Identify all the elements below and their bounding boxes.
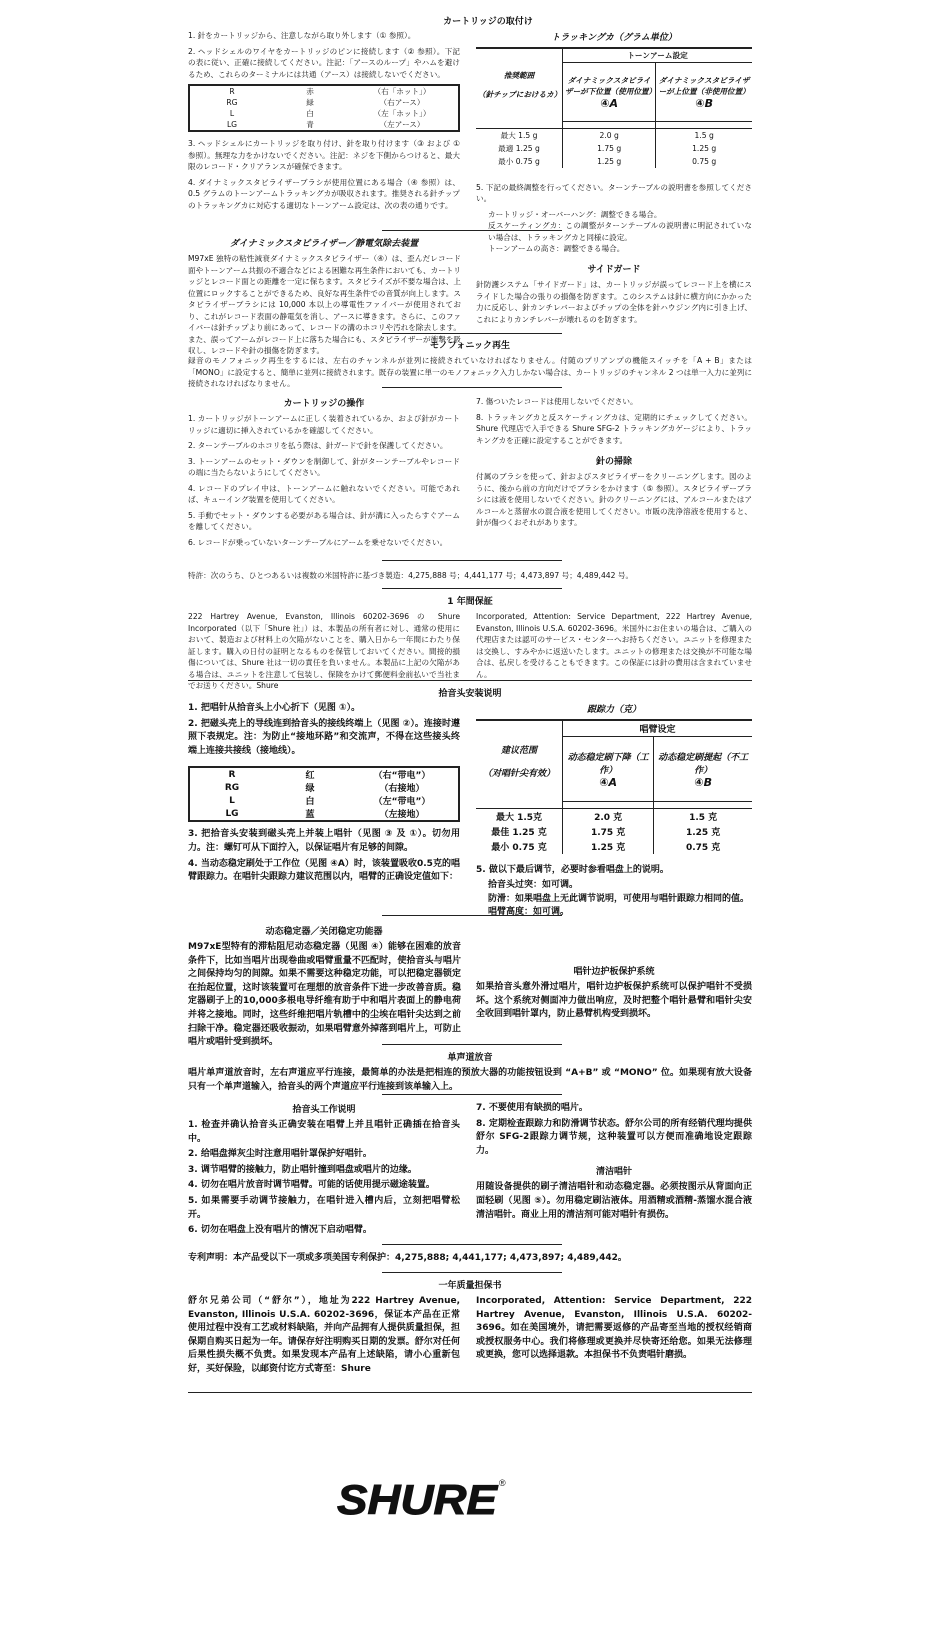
track-a: 1.75 克 xyxy=(563,824,654,839)
cn-tracking-title: 跟踪力（克） xyxy=(586,705,641,715)
divider xyxy=(382,1244,562,1245)
jp-clean-title: 針の掃除 xyxy=(595,457,632,467)
cn-rec-sub: （对唱针尖有效） xyxy=(482,769,555,780)
cn-op-5: 5. 如果需要手动调节接触力，在唱针进入槽内后，立刻把唱臂松开。 xyxy=(188,1195,460,1220)
jp-stab-text: M97xE 独特の粘性減衰ダイナミックスタビライザー（④）は、歪んだレコード面やトーンアーム共振の不適合などによる困難な再生条件においても、カートリッジとレコード面との距離を一定に保ちます。スタビライズが不要な場合は、上位置にロックすることができるため、良好な再生条件での音質が向上します。スタビライザーブラシには 10,000 本以上の導電性ファイバーが使用されており、これがレコード表面の静電気を消し、アースに導きます。さらに、このファイバーは針チップより前にあって、レコードの溝のホコリや汚れを除去します。また、誤ってアームがレコード上に落ちた場合にも、スタビライザーが衝撃を吸収し、レコードや針の損傷を防ぎます。 xyxy=(188,254,461,355)
jp-warranty-title: 1 年間保証 xyxy=(447,597,493,607)
jp-final-3: トーンアームの高さ：調整できる場合。 xyxy=(488,244,625,253)
logo-registered-mark: ® xyxy=(499,1478,506,1488)
jp-tracking-title: トラッキングカ（グラム単位） xyxy=(551,33,677,43)
cn-mono-text: 唱片单声道放音时，左右声道应平行连接，最简单的办法是把相连的预放大器的功能按钮设到 “A+B” 或 “MONO” 位。如果现有放大设备只有一个单声道输入，拾音头的两个声道应平行连接到该单输入上。 xyxy=(188,1068,752,1092)
jp-patent xyxy=(188,570,752,586)
jp-title: カートリッジの取付け xyxy=(443,17,533,27)
cn-mono xyxy=(188,1050,752,1096)
cn-mono-title: 单声道放音 xyxy=(447,1053,493,1063)
track-range: 最大 1.5克 xyxy=(495,812,543,823)
jp-install-3: 3. ヘッドシェルにカートリッジを取り付け、針を取り付けます（③ および ① 参照）。無理な力をかけないでください。注記：ネジを下側からつけると、最大限のレコード・クリアランスが確保できます。 xyxy=(188,139,460,171)
track-a: 2.0 g xyxy=(563,128,656,142)
cn-rec-label: 建议范围 xyxy=(500,746,537,757)
jp-install-4: 4. ダイナミックスタビライザーブラシが使用位置にある場合（④ 参照）は、0.5 グラムのトーンアームトラッキングカが吸収されます。推奨される針チップのトラッキングカに対応する適切なトーンアーム設定は、次の表の通りです。 xyxy=(188,177,460,210)
jp-tracking-table xyxy=(476,47,752,168)
cn-col-a-mark: ④A xyxy=(599,775,618,789)
jp-track-row xyxy=(476,128,752,142)
wire-color: 緑 xyxy=(306,98,314,107)
track-b: 0.75 g xyxy=(656,155,752,168)
cn-op-7: 7. 不要使用有缺损的唱片。 xyxy=(476,1103,588,1113)
track-range: 最適 1.25 g xyxy=(498,143,540,153)
cn-op-2: 2. 给唱盘掸灰尘时注意用唱针罩保护好唱针。 xyxy=(188,1149,372,1160)
jp-operation-right xyxy=(476,396,752,533)
cn-patent xyxy=(188,1252,752,1268)
jp-op-8: 8. トラッキングカと反スケーティングカは、定期的にチェックしてください。Shure 代理店で入手できる Shure SFG-2 トラッキングカゲージにより、トラッキングカを正確に設定することができます。 xyxy=(476,412,752,445)
cn-title: 拾音头安装说明 xyxy=(438,689,502,699)
cn-final: 5. 做以下最后调节，必要时参看唱盘上的说明。 xyxy=(476,864,669,875)
jp-op-7: 7. 傷ついたレコードは使用しないでください。 xyxy=(476,397,638,406)
jp-track-row xyxy=(476,155,752,168)
jp-install-left xyxy=(188,30,460,215)
jp-install-2: 2. ヘッドシェルのワイヤをカートリッジのピンに接続します（② 参照）。下記の表に従い、正確に接続してください。注記：「アースのループ」やハムを避けるため、これらのターミナルには共通（アース）は接続しないでください。 xyxy=(188,46,460,79)
section-divider xyxy=(188,1392,752,1393)
cn-op-6: 6. 切勿在唱盘上没有唱片的情况下启动唱臂。 xyxy=(188,1225,372,1236)
jp-mono-text: 録音のモノフォニック再生をするには、左右のチャンネルが並列に接続されていなければなりません。付随のプリアンプの機能スイッチを「A + B」または「MONO」に設定すると、簡単に並列に接続されます。既存の装置に単一のモノフォニック入力しかない場合は、カートリッジのチャンネル 2 つは単一入力に並列に接続されなければなりません。 xyxy=(188,356,752,388)
cn-op-4: 4. 切勿在唱片放音时调节唱臂。可能的话使用提示磁途装置。 xyxy=(188,1180,435,1191)
jp-final-2: 反スケーティングカ：この調整がターンテーブルの説明書に明記されていない場合は、トラッキングカと同様に設定。 xyxy=(488,221,752,242)
shure-logo xyxy=(333,1474,509,1524)
cn-clean-title: 清洁唱针 xyxy=(595,1167,632,1178)
cn-col-a-label: 动态稳定刷下降（工作） xyxy=(567,752,649,776)
cn-col-a xyxy=(563,737,654,802)
cn-final-1: 拾音头过突：如可调。 xyxy=(488,880,579,891)
wire-function: （左「ホット」） xyxy=(373,109,431,118)
cn-warranty-left: 舒尔兄弟公司（“舒尔”），地址为222 Hartrey Avenue, Evanston, Illinois U.S.A. 60202-3696，保证本产品在正常使用过程中没有工艺或材料缺陷，并向产品拥有人提供质量担保，担保期自购买日起为一年。请保存好注明购买日期的发票。舒尔对任何后果性损失概不负责。如果发现本产品有上述缺陷，请小心重新包好，买好保险，以邮资付讫方式寄至：Shure xyxy=(188,1296,460,1374)
cn-op-title: 拾音头工作说明 xyxy=(292,1105,356,1115)
track-b: 1.5 克 xyxy=(654,808,752,824)
cn-final-3: 唱臂高度：如可调。 xyxy=(488,907,570,918)
track-b: 1.5 g xyxy=(656,128,752,142)
wire-terminal: L xyxy=(229,109,235,118)
cn-guard-title: 唱针边护板保护系统 xyxy=(573,967,655,977)
cn-warranty-title: 一年质量担保书 xyxy=(438,1281,502,1291)
jp-tonearm-group: トーンアーム設定 xyxy=(563,48,753,63)
divider xyxy=(382,1044,562,1045)
cn-op-8: 8. 定期检查跟踪力和防滑调节状态。舒尔公司的所有经销代理均提供舒尔 SFG-2跟踪力调节规，这种装置可以方便而准确地设定跟踪力。 xyxy=(476,1118,752,1156)
divider xyxy=(382,387,562,388)
wire-function: （右アース） xyxy=(379,98,425,107)
cn-warranty xyxy=(188,1278,752,1379)
wire-color: 白 xyxy=(306,109,314,118)
track-a: 1.75 g xyxy=(563,142,656,155)
wire-row xyxy=(190,108,458,119)
wire-row xyxy=(190,781,458,794)
jp-op-1: 1. カートリッジがトーンアームに正しく装着されているか、および針がカートリッジに適切に挿入されているかを確認してください。 xyxy=(188,414,460,435)
jp-final: 5. 下記の最終調整を行ってください。ターンテーブルの説明書を参照してください。 xyxy=(476,182,752,203)
jp-final-1: カートリッジ・オーバーハング：調整できる場合。 xyxy=(488,209,662,219)
track-b: 1.25 g xyxy=(656,142,752,155)
cn-guard-text: 如果拾音头意外滑过唱片，唱针边护板保护系统可以保护唱针不受损坏。这个系统对侧面冲力做出响应，及时把整个唱针悬臂和唱针尖安全收回到唱针罩内，防止悬臂机构受到损坏。 xyxy=(476,982,752,1020)
jp-stab-title: ダイナミックスタビライザー／静電気除去装置 xyxy=(229,239,419,249)
wire-terminal: L xyxy=(229,795,235,806)
jp-install-right xyxy=(476,30,752,259)
cn-op-3: 3. 调节唱臂的接触力，防止唱针撞到唱盘或唱片的边缘。 xyxy=(188,1164,417,1175)
track-b: 0.75 克 xyxy=(654,839,752,854)
wire-row xyxy=(190,86,458,97)
wire-row xyxy=(190,807,458,820)
wire-color: 赤 xyxy=(306,87,314,96)
wire-row xyxy=(190,768,458,781)
cn-tracking-table xyxy=(476,719,752,854)
cn-install-left xyxy=(188,702,460,887)
cn-operation-right xyxy=(476,1102,752,1224)
jp-operation-left xyxy=(188,396,460,552)
wire-function: （右“带电”） xyxy=(373,771,431,782)
jp-track-row xyxy=(476,142,752,155)
jp-install-title xyxy=(188,14,788,31)
cn-final-2: 防滑：如果唱盘上无此调节说明，可使用与唱针跟踪力相同的值。 xyxy=(488,893,750,904)
cn-install-4: 4. 当动态稳定刷处于工作位（见图 ④A）时，该装置吸收0.5克的唱臂跟踪力。在唱针尖跟踪力建议范围以内，唱臂的正确设定值如下： xyxy=(188,858,460,883)
jp-col-b-label: ダイナミックスタビライザーが上位置（非使用位置） xyxy=(658,75,750,96)
wire-terminal: LG xyxy=(226,120,238,129)
cn-stab-title: 动态稳定器／关闭稳定功能器 xyxy=(265,927,383,937)
jp-op-2: 2. ターンテーブルのホコリを払う際は、針ガードで針を保護してください。 xyxy=(188,441,448,450)
wire-function: （左“带电”） xyxy=(373,797,431,808)
cn-rec-range-header xyxy=(476,720,563,802)
divider xyxy=(382,1272,562,1273)
wire-color: 白 xyxy=(305,797,315,808)
divider xyxy=(382,915,562,916)
track-a: 1.25 g xyxy=(563,155,656,168)
divider xyxy=(382,230,562,231)
cn-col-b xyxy=(654,737,752,802)
divider xyxy=(382,560,562,561)
wire-color: 绿 xyxy=(305,784,315,795)
cn-stab-text: M97xE型特有的滞粘阻尼动态稳定器（见图 ④）能够在困难的放音条件下，比如当唱片出现卷曲或唱臂重量不匹配时，使拾音头与唱片之间保持均匀的间隙。如果不需要这种稳定功能，可以把稳定器锁定在抬起位置，这时该装置可在理想的放音条件下进一步改善音质。稳定器刷子上的10,000多根电导纤维有助于中和唱片表面上的静电荷并将之接地。同时，这些纤维把唱片轨槽中的尘埃在唱针尖达到之前扫除干净。稳定器还吸收振动，如果唱臂意外掉落到唱片上，可防止唱片或唱针受到损坏。 xyxy=(188,942,461,1048)
jp-col-a-label: ダイナミックスタビライザーが下位置（使用位置） xyxy=(565,75,657,96)
cn-col-b-label: 动态稳定刷提起（不工作） xyxy=(658,752,749,776)
wire-color: 蓝 xyxy=(305,810,315,821)
cn-wire-table xyxy=(188,766,460,822)
wire-row xyxy=(190,119,458,130)
jp-wire-table xyxy=(188,84,460,132)
jp-rec-label: 推奨範囲 xyxy=(503,71,535,81)
cn-track-row xyxy=(476,839,752,854)
jp-col-a-mark: ④A xyxy=(600,96,619,110)
jp-guard-text: 針防護システム「サイドガード」は、カートリッジが誤ってレコード上を横にスライドした場合の張りの損傷を防ぎます。このシステムは針に横方向にかかった力に反応し、針カンチレバーおよびチップの全体を針ハウジング内に引き上げ、これによりカンチレバーが壊れるのを防ぎます。 xyxy=(476,280,752,324)
wire-function: （左アース） xyxy=(379,120,425,129)
jp-op-4: 4. レコードのプレイ中は、トーンアームに触れないでください。可能であれば、キューイング装置を使用してください。 xyxy=(188,483,460,504)
cn-install-2: 2. 把磁头壳上的导线连到拾音头的接线终端上（见图 ②）。连接时遵照下表规定。注：为防止“接地环路”和交流声，不得在这些接头终端上连接共接线（接地线）。 xyxy=(188,718,460,756)
cn-clean-text: 用随设备提供的刷子清洁唱针和动态稳定器。必须按图示从背面向正面轻刷（见图 ⑤）。勿用稳定刷沾液体。用酒精或酒精-蒸馏水混合液清洁唱针。商业上用的清洁剂可能对唱针有损伤。 xyxy=(476,1182,752,1220)
jp-col-b xyxy=(656,63,752,122)
track-b: 1.25 克 xyxy=(654,824,752,839)
track-range: 最小 0.75 g xyxy=(498,156,540,166)
wire-terminal: RG xyxy=(226,98,238,107)
jp-mono xyxy=(188,338,752,394)
wire-function: （右接地） xyxy=(379,784,425,795)
cn-install-1: 1. 把唱针从拾音头上小心折下（见图 ①）。 xyxy=(188,703,361,713)
cn-op-1: 1. 检查并确认拾音头正确安装在唱臂上并且唱针正确插在拾音头中。 xyxy=(188,1120,460,1144)
wire-terminal: R xyxy=(228,769,236,780)
wire-terminal: R xyxy=(229,87,235,96)
cn-install-right xyxy=(476,702,752,922)
cn-track-row xyxy=(476,824,752,839)
jp-col-a xyxy=(563,63,656,122)
divider xyxy=(382,333,562,334)
jp-op-3: 3. トーンアームのセット・ダウンを制御して、針がターンテーブルやレコードの端に当たらないようにしてください。 xyxy=(188,456,460,477)
wire-terminal: RG xyxy=(224,782,240,793)
cn-col-b-mark: ④B xyxy=(694,775,712,789)
divider xyxy=(382,1094,562,1095)
cn-install-title xyxy=(188,686,752,703)
track-range: 最佳 1.25 克 xyxy=(491,827,547,838)
cn-tonearm-group: 唱臂设定 xyxy=(563,720,753,737)
track-range: 最小 0.75 克 xyxy=(491,842,547,853)
wire-row xyxy=(190,794,458,807)
jp-rec-sub: （針チップにおけるカ） xyxy=(478,90,562,100)
cn-guard xyxy=(476,964,752,1024)
jp-col-b-mark: ④B xyxy=(695,96,713,110)
wire-terminal: LG xyxy=(225,808,239,819)
cn-install-3: 3. 把拾音头安装到磁头壳上并装上唱针（见图 ③ 及 ①）。切勿用力。注：螺钉可从下面拧入，以保证唱片有足够的间隙。 xyxy=(188,829,460,853)
cn-track-row xyxy=(476,808,752,824)
jp-warranty-right: Incorporated, Attention: Service Department, 222 Hartrey Avenue, Evanston, Illinois U.S.A. 60202-3696。米国外にお住まいの場合は、ご購入の代理店または認可のサービス・センターへお持ちください。ユニットを修理または交換し、すみやかに返送いたします。ユニットの修理または交換が不可能な場合は、払戻しを受けることもできます。この保証には針の費用は含まれていません。 xyxy=(476,612,752,679)
wire-color: 红 xyxy=(305,771,315,782)
track-a: 2.0 克 xyxy=(563,808,654,824)
jp-install-1: 1. 針をカートリッジから、注意しながら取り外します（① 参照）。 xyxy=(188,31,416,40)
jp-guard-title: サイドガード xyxy=(587,265,641,275)
jp-warranty-left: 222 Hartrey Avenue, Evanston, Illinois 60202-3696 の Shure Incorporated（以下「Shure 社」）は、本製品の所有者に対し、通常の使用において、製造および材料上の欠陥がないことを、購入日から一年間にわたり保証します。購入の日付の証明となるものを保管しておいてください。間接的損傷については、Shure 社は一切の責任を負いません。本製品に上記の欠陥がある場合は、ユニットを注意して包装し、保険をかけて郵便料金前払いで当社までお送りください。Shure xyxy=(188,612,460,690)
cn-operation-left xyxy=(188,1102,460,1240)
cn-warranty-right: Incorporated, Attention: Service Department, 222 Hartrey Avenue, Evanston, Illinois U.S.A. 60202-3696。如在美国境外，请把需要返修的产品寄至当地的授权经销商或授权服务中心。我们将修理或更换并尽快寄还给您。如果无法修理或更换，您可以选择退款。本担保书不负责唱针磨损。 xyxy=(476,1296,752,1361)
jp-op-5: 5. 手動でセット・ダウンする必要がある場合は、針が溝に入ったらすぐアームを離してください。 xyxy=(188,510,460,531)
jp-clean-text: 付属のブラシを使って、針およびスタビライザーをクリーニングします。図のように、後から前の方向だけでブラシをかけます（⑤ 参照）。スタビライザーブラシには液を使用しないでください。針のクリーニングには、アルコールまたはアルコールと蒸留水の混合液を使用してください。市販の洗浄溶液を使用すると、針が傷つくおそれがあります。 xyxy=(476,472,752,527)
divider xyxy=(382,588,562,589)
logo-text: SHURE xyxy=(337,1476,500,1523)
cn-patent-text: 专利声明：本产品受以下一项或多项美国专利保护：4,275,888; 4,441,177; 4,473,897; 4,489,442。 xyxy=(188,1253,627,1263)
wire-color: 青 xyxy=(306,120,314,129)
jp-op-title: カートリッジの操作 xyxy=(283,399,365,409)
wire-row xyxy=(190,97,458,108)
jp-warranty-columns xyxy=(188,611,752,696)
jp-guard xyxy=(476,262,752,329)
track-range: 最大 1.5 g xyxy=(500,130,538,140)
wire-function: （右「ホット」） xyxy=(373,87,431,96)
jp-op-6: 6. レコードが乗っていないターンテーブルにアームを乗せないでください。 xyxy=(188,537,448,547)
jp-patent-text: 特許：次のうち、ひとつあるいは複数の米国特許に基づき製造：4,275,888 号；4,441,177 号；4,473,897 号；4,489,442 号。 xyxy=(188,571,634,580)
jp-mono-title: モノフォニック再生 xyxy=(429,341,511,351)
jp-rec-range-header xyxy=(476,48,563,122)
cn-warranty-columns xyxy=(188,1295,752,1379)
section-divider xyxy=(188,680,752,681)
track-a: 1.25 克 xyxy=(563,839,654,854)
wire-function: （左接地） xyxy=(379,810,425,821)
